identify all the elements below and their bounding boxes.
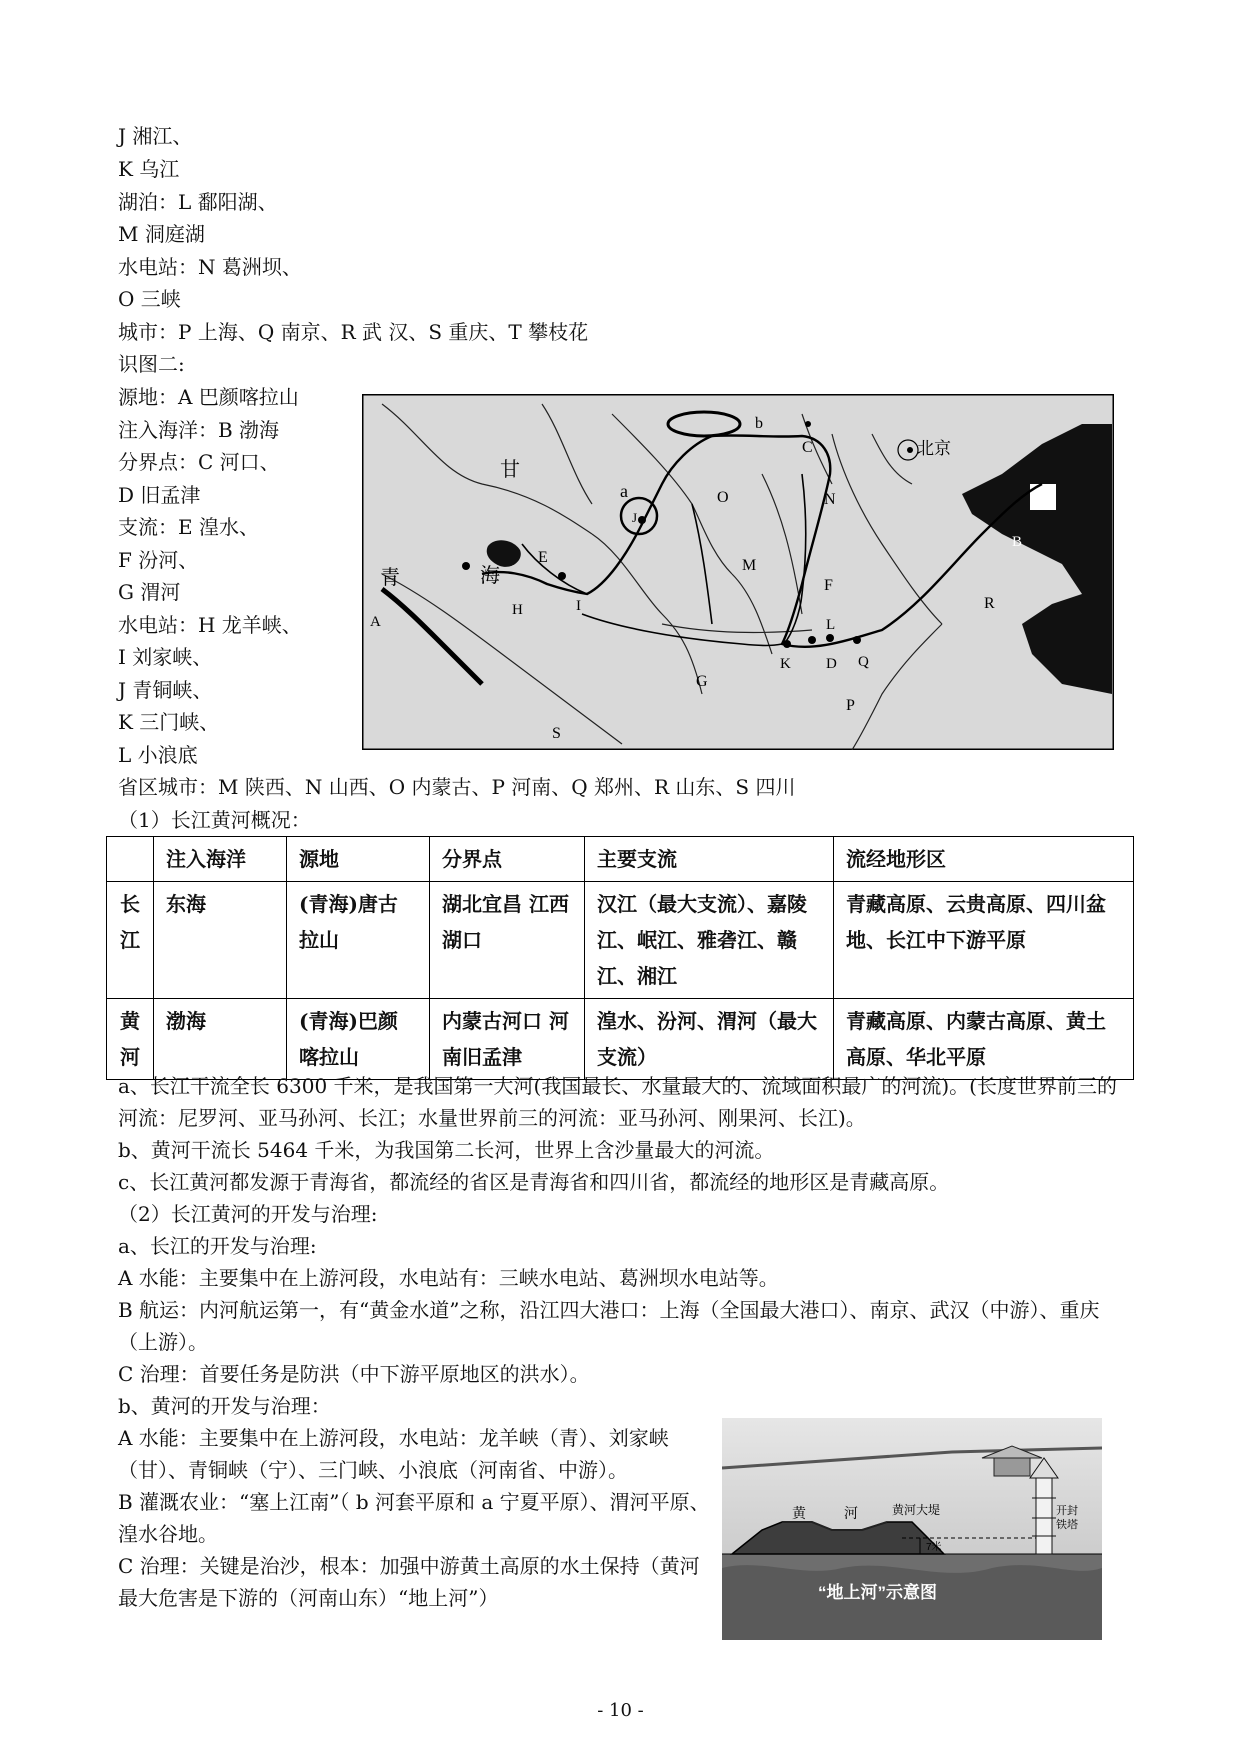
section-title: （1）长江黄河概况： <box>118 808 311 832</box>
map-legend-item: D 旧孟津 <box>118 483 201 507</box>
table-cell-river-name: 黄河 <box>107 999 154 1080</box>
table-cell: 青藏高原、云贵高原、四川盆地、长江中下游平原 <box>834 882 1134 999</box>
table-cell: 青藏高原、内蒙古高原、黄土高原、华北平原 <box>834 999 1134 1080</box>
paragraph: B 航运：内河航运第一，有“黄金水道”之称，沿江四大港口：上海（全国最大港口）、南京、武汉（中游）、重庆（上游）。 <box>118 1298 1100 1354</box>
figure-label: 7米 <box>926 1542 942 1553</box>
table-header-row <box>107 837 1134 882</box>
map-legend-item: L 小浪底 <box>118 743 198 767</box>
map-legend-item: 水电站：H 龙羊峡、 <box>118 613 302 637</box>
map-label-a: a <box>620 481 628 501</box>
table-cell: 内蒙古河口 河南旧孟津 <box>430 999 585 1080</box>
map-legend-item: 分界点：C 河口、 <box>118 450 280 474</box>
map-label-b: b <box>755 415 763 432</box>
figure-label: 河 <box>844 1505 858 1521</box>
map-label-l: L <box>826 617 836 633</box>
table-header-cell: 分界点 <box>430 837 585 882</box>
figure-label: 开封 <box>1056 1505 1078 1517</box>
map-legend-item: K 三门峡、 <box>118 710 220 734</box>
map-frame <box>362 394 1114 750</box>
map-label-o: O <box>717 489 729 506</box>
map-label-s: S <box>552 725 561 742</box>
table-cell: 湖北宜昌 江西湖口 <box>430 882 585 999</box>
paragraph: C 治理：关键是治沙，根本：加强中游黄土高原的水土保持（黄河最大危害是下游的（河南山东）“地上河”） <box>118 1554 700 1610</box>
page-number: - 10 - <box>597 1700 644 1721</box>
table-header-cell: 注入海洋 <box>154 837 287 882</box>
figure-label: 铁塔 <box>1056 1519 1078 1531</box>
figure-label: 黄河大堤 <box>892 1503 941 1517</box>
table-header-cell: 主要支流 <box>585 837 834 882</box>
map-label-n: N <box>824 491 836 508</box>
table-cell-river-name: 长江 <box>107 882 154 999</box>
table-cell: 湟水、汾河、渭河（最大支流） <box>585 999 834 1080</box>
map-label-k: K <box>780 656 791 672</box>
paragraph: b、黄河干流长 5464 千米，为我国第二长河，世界上含沙量最大的河流。 <box>118 1138 775 1162</box>
table-cell: (青海)唐古拉山 <box>287 882 430 999</box>
table-cell: 渤海 <box>154 999 287 1080</box>
map-legend-item: I 刘家峡、 <box>118 645 213 669</box>
table-cell: (青海)巴颜喀拉山 <box>287 999 430 1080</box>
subsection-title: a、长江的开发与治理: <box>118 1234 317 1258</box>
map-label-gan: 甘 <box>500 459 520 481</box>
figure-label: 黄 <box>792 1505 806 1521</box>
map-label-i: I <box>576 598 581 614</box>
paragraph: a、长江干流全长 6300 千米，是我国第一大河(我国最长、水量最大的、流域面积最广的河流)。(长度世界前三的河流：尼罗河、亚马孙河、长江；水量世界前三的河流：亚马孙河、刚果河、长江)。 <box>118 1074 1117 1130</box>
provinces-line: 省区城市：M 陕西、N 山西、O 内蒙古、P 河南、Q 郑州、R 山东、S 四川 <box>118 775 796 799</box>
paragraph: c、长江黄河都发源于青海省，都流经的省区是青海省和四川省，都流经的地形区是青藏高原。 <box>118 1170 950 1194</box>
text-line: M 洞庭湖 <box>118 222 205 246</box>
map-label-p: P <box>846 697 855 714</box>
map-label-b-sea: B <box>1012 534 1023 550</box>
map-legend-item: 注入海洋：B 渤海 <box>118 418 280 442</box>
map-legend-item: J 青铜峡、 <box>118 678 213 702</box>
map-label-j: J <box>632 510 638 525</box>
paragraph: A 水能：主要集中在上游河段，水电站：龙羊峡（青）、刘家峡（甘）、青铜峡（宁）、三门峡、小浪底（河南省、中游）。 <box>118 1426 669 1482</box>
map-label-hai: 海 <box>480 565 500 587</box>
map-label-f: F <box>824 577 833 594</box>
map-label-m: M <box>742 557 757 574</box>
map-label-a-source: A <box>370 614 381 630</box>
map-label-g: G <box>696 673 708 690</box>
map-legend-item: G 渭河 <box>118 580 181 604</box>
map-legend-item: 支流：E 湟水、 <box>118 515 259 539</box>
map-legend-item: 源地：A 巴颜喀拉山 <box>118 385 299 409</box>
map-label-e: E <box>538 549 548 566</box>
section-title: （2）长江黄河的开发与治理: <box>118 1202 378 1226</box>
table-cell: 东海 <box>154 882 287 999</box>
trees-shape <box>722 1565 1102 1640</box>
text-line: J 湘江、 <box>118 124 193 148</box>
text-line: 湖泊：L 鄱阳湖、 <box>118 190 278 214</box>
paragraph: A 水能：主要集中在上游河段，水电站有：三峡水电站、葛洲坝水电站等。 <box>118 1266 779 1290</box>
elevated-river-figure <box>722 1418 1102 1640</box>
text-line: 城市：P 上海、Q 南京、R 武 汉、S 重庆、T 攀枝花 <box>118 320 589 344</box>
yellow-river-map <box>362 394 1114 750</box>
text-line: O 三峡 <box>118 287 181 311</box>
subsection-title: b、黄河的开发与治理： <box>118 1394 331 1418</box>
map-label-h: H <box>512 602 523 618</box>
text-line: K 乌江 <box>118 157 180 181</box>
map-label-q: Q <box>858 654 869 670</box>
map-label-c: C <box>802 439 813 456</box>
table-header-cell: 流经地形区 <box>834 837 1134 882</box>
table-row <box>107 999 1134 1080</box>
paragraph: B 灌溉农业：“塞上江南”（ b 河套平原和 a 宁夏平原）、渭河平原、湟水谷地。 <box>118 1490 710 1546</box>
text-line: 水电站：N 葛洲坝、 <box>118 255 302 279</box>
map-label-beijing: 北京 <box>917 439 951 458</box>
map-legend-item: F 汾河、 <box>118 548 199 572</box>
rivers-summary-table <box>106 836 1134 1080</box>
text-line: 识图二: <box>118 352 185 376</box>
table-cell: 汉江（最大支流）、嘉陵江、岷江、雅砻江、赣江、湘江 <box>585 882 834 999</box>
map-label-qing: 青 <box>380 567 400 589</box>
table-header-cell <box>107 837 154 882</box>
map-label-d: D <box>826 656 837 672</box>
table-row <box>107 882 1134 999</box>
table-header-cell: 源地 <box>287 837 430 882</box>
figure-title: “地上河”示意图 <box>818 1583 937 1602</box>
map-label-r: R <box>984 595 995 612</box>
paragraph: C 治理：首要任务是防洪（中下游平原地区的洪水）。 <box>118 1362 590 1386</box>
